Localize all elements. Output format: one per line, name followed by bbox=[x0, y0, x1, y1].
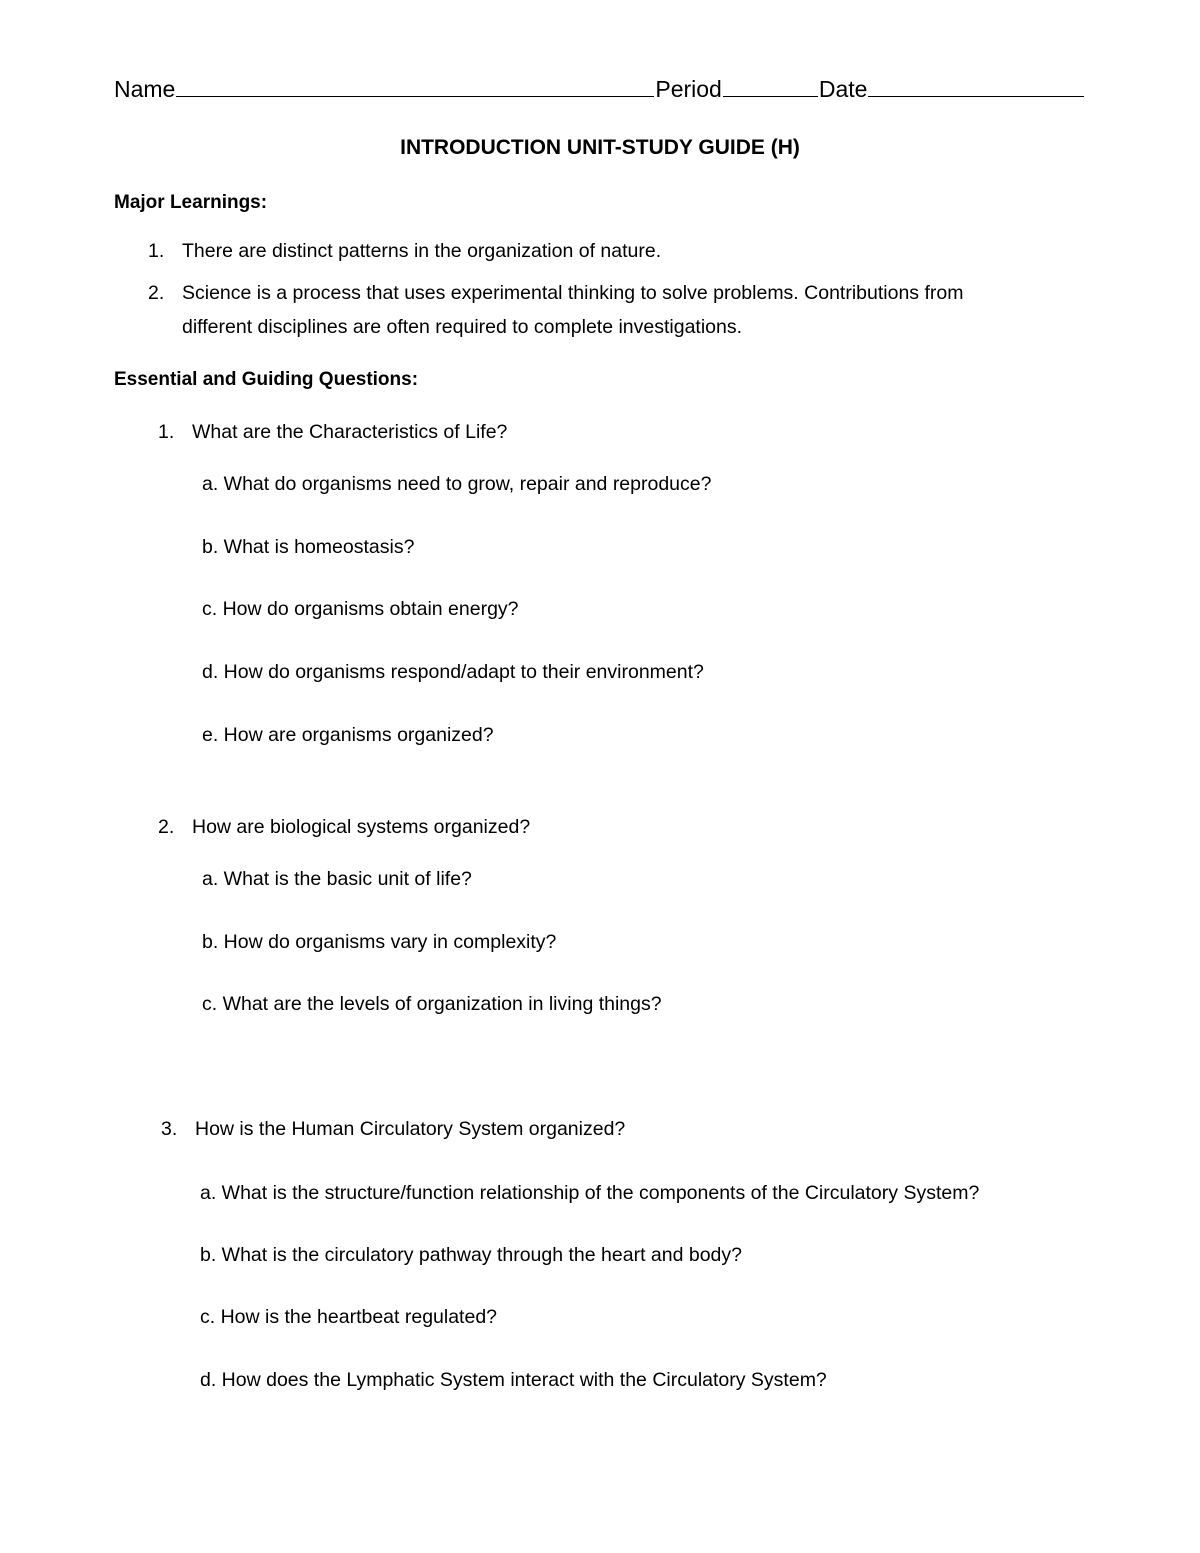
date-blank bbox=[868, 74, 1084, 97]
question-text: How are biological systems organized? bbox=[192, 816, 531, 838]
sub-question: c. How is the heartbeat regulated? bbox=[200, 1306, 498, 1328]
question-text: How is the Human Circulatory System organized? bbox=[195, 1118, 626, 1140]
question-number: 2. bbox=[158, 816, 175, 838]
name-blank bbox=[176, 74, 654, 97]
major-learning-item bbox=[148, 280, 963, 306]
item-number: 1. bbox=[148, 240, 165, 262]
sub-question: b. What is homeostasis? bbox=[202, 536, 415, 558]
question-item bbox=[158, 814, 530, 840]
question-text: What are the Characteristics of Life? bbox=[192, 421, 508, 443]
sub-question: a. What is the structure/function relationship of the components of the Circulatory System? bbox=[200, 1182, 980, 1204]
period-blank bbox=[723, 74, 818, 97]
item-text: Science is a process that uses experimental thinking to solve problems. Contributions from bbox=[182, 282, 964, 304]
question-number: 1. bbox=[158, 421, 175, 443]
sub-question: a. What is the basic unit of life? bbox=[202, 868, 472, 890]
sub-question: c. What are the levels of organization in living things? bbox=[202, 993, 662, 1015]
major-learning-item bbox=[148, 238, 661, 264]
date-label: Date bbox=[818, 76, 868, 102]
question-item bbox=[158, 419, 507, 445]
question-item bbox=[161, 1116, 625, 1142]
major-learnings-heading: Major Learnings: bbox=[114, 192, 268, 213]
sub-question: b. How do organisms vary in complexity? bbox=[202, 931, 557, 953]
question-number: 3. bbox=[161, 1118, 178, 1140]
questions-heading: Essential and Guiding Questions: bbox=[114, 369, 419, 390]
period-label: Period bbox=[655, 76, 722, 102]
item-text: There are distinct patterns in the organization of nature. bbox=[182, 240, 662, 262]
sub-question: d. How do organisms respond/adapt to their environment? bbox=[202, 661, 704, 683]
sub-question: c. How do organisms obtain energy? bbox=[202, 598, 519, 620]
header-fields bbox=[114, 74, 1085, 104]
sub-question: a. What do organisms need to grow, repair and reproduce? bbox=[202, 473, 712, 495]
item-number: 2. bbox=[148, 282, 165, 304]
page-title: INTRODUCTION UNIT-STUDY GUIDE (H) bbox=[400, 136, 800, 159]
sub-question: d. How does the Lymphatic System interact with the Circulatory System? bbox=[200, 1369, 827, 1391]
item-text-continuation: different disciplines are often required to complete investigations. bbox=[182, 316, 743, 338]
sub-question: b. What is the circulatory pathway through the heart and body? bbox=[200, 1244, 742, 1266]
sub-question: e. How are organisms organized? bbox=[202, 724, 494, 746]
name-label: Name bbox=[114, 76, 176, 102]
